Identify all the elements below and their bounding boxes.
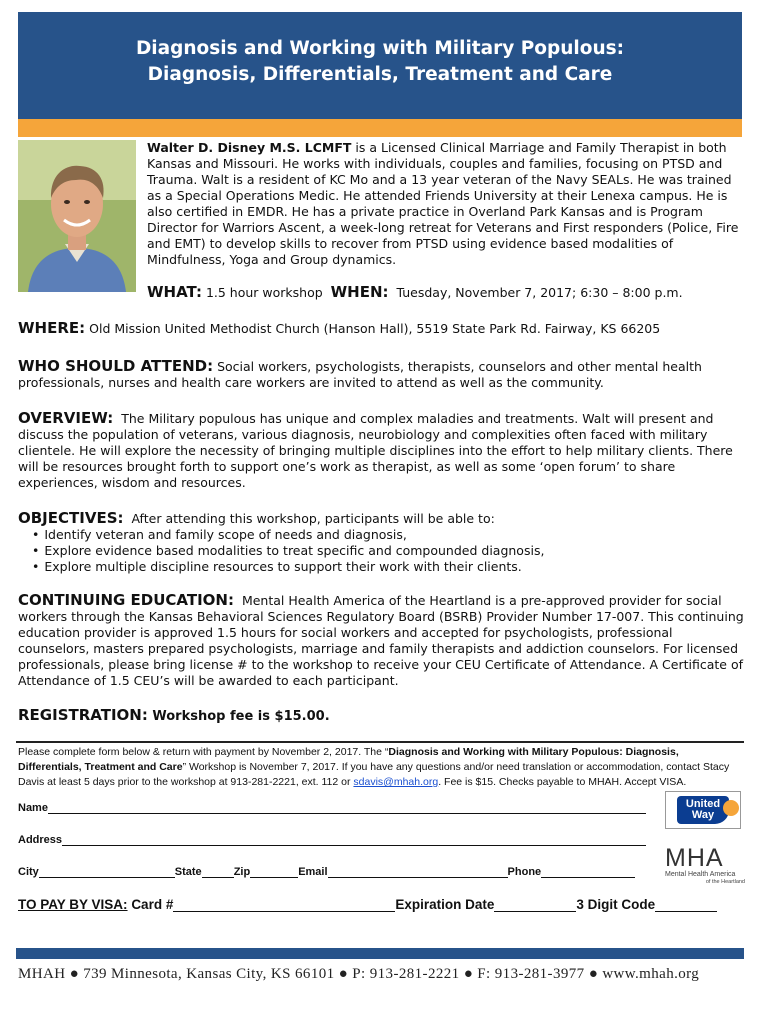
code-field[interactable] bbox=[655, 897, 717, 912]
who-should-attend bbox=[18, 358, 744, 391]
state-label: State bbox=[174, 866, 202, 878]
presenter-bio bbox=[147, 140, 747, 268]
footer-bar bbox=[16, 948, 744, 959]
phone-field[interactable] bbox=[541, 865, 635, 878]
mha-name: Mental Health America bbox=[665, 871, 736, 878]
email-label: Email bbox=[298, 866, 328, 878]
visa-row bbox=[18, 897, 717, 912]
presenter-name: Walter D. Disney M.S. LCMFT bbox=[147, 140, 352, 155]
where bbox=[18, 320, 744, 337]
city-field[interactable] bbox=[39, 865, 175, 878]
objectives-intro: After attending this workshop, participants will be able to: bbox=[131, 511, 495, 526]
title-line-2: Diagnosis, Differentials, Treatment and Care bbox=[147, 64, 613, 85]
where-value: Old Mission United Methodist Church (Hanson Hall), 5519 State Park Rd. Fairway, KS 66205 bbox=[89, 321, 661, 336]
zip-field[interactable] bbox=[250, 865, 298, 878]
presenter-photo bbox=[18, 140, 136, 292]
what-when bbox=[147, 284, 747, 301]
mha-sub: of the Heartland bbox=[705, 879, 745, 885]
city-row bbox=[18, 865, 635, 878]
title-banner bbox=[18, 12, 742, 119]
united-way-text-1: United bbox=[685, 798, 721, 810]
title-line-1: Diagnosis and Working with Military Populous: bbox=[135, 38, 625, 59]
instructions-text-3: . Fee is $15. Checks payable to MHAH. Accept VISA. bbox=[438, 776, 687, 788]
name-row bbox=[18, 801, 646, 814]
objectives-list bbox=[32, 527, 544, 575]
registration-fee: Workshop fee is $15.00. bbox=[152, 709, 330, 724]
code-label: 3 Digit Code bbox=[576, 897, 656, 912]
expiration-label: Expiration Date bbox=[395, 897, 495, 912]
name-label: Name bbox=[18, 802, 48, 814]
footer-contact: MHAH ● 739 Minnesota, Kansas City, KS 66101 ● P: 913-281-2221 ● F: 913-281-3977 ● www.mhah.org bbox=[18, 966, 700, 982]
visa-label: TO PAY BY VISA: bbox=[18, 897, 128, 912]
instructions-text-2: ” Workshop is November 7, 2017. If you have any questions and/or need translation or accommodation, contact Stacy Davis at least 5 days prior to the workshop at 913-281-2221, ext. 112 or bbox=[18, 761, 730, 788]
page-title bbox=[18, 12, 742, 88]
address-row bbox=[18, 833, 646, 846]
mha-mark: MHA bbox=[665, 844, 724, 872]
state-field[interactable] bbox=[202, 865, 234, 878]
instructions-text-1: Please complete form below & return with payment by November 2, 2017. The “ bbox=[18, 746, 389, 758]
address-label: Address bbox=[18, 834, 63, 846]
zip-label: Zip bbox=[233, 866, 251, 878]
when-value: Tuesday, November 7, 2017; 6:30 – 8:00 p.m. bbox=[396, 285, 683, 300]
contact-email-link[interactable]: sdavis@mhah.org bbox=[353, 776, 439, 788]
divider bbox=[16, 741, 744, 743]
list-item: • Identify veteran and family scope of needs and diagnosis, bbox=[32, 527, 544, 543]
united-way-text-2: Way bbox=[691, 809, 715, 821]
overview bbox=[18, 410, 744, 491]
list-item: • Explore evidence based modalities to treat specific and compounded diagnosis, bbox=[32, 543, 544, 559]
who-value: Social workers, psychologists, therapists, counselors and other mental health professionals, nurses and health care workers are invited to attend as well as the community. bbox=[18, 359, 702, 390]
accent-bar bbox=[18, 119, 742, 137]
registration-instructions bbox=[18, 745, 744, 790]
registration bbox=[18, 706, 330, 724]
email-field[interactable] bbox=[328, 865, 508, 878]
mha-logo bbox=[665, 846, 745, 886]
name-field[interactable] bbox=[48, 801, 646, 814]
who-label: WHO SHOULD ATTEND: bbox=[18, 357, 214, 375]
bio-text: is a Licensed Clinical Marriage and Family Therapist in both Kansas and Missouri. He works with individuals, couples and families, focusing on PTSD and Trauma. Walt is a resident of KC Mo and a 13 year veteran of the Navy SEALs. He was trained as a Special Operations Medic. He attended Friends University at their Lenexa campus. He is also certified in EMDR. He has a private practice in Overland Park Kansas and is Program Director for Warriors Ascent, a week-long retreat for Veterans and First responders (Police, Fire and EMT) to develop skills to recover from PTSD using evidence based modalities of Mindfulness, Yoga and Group dynamics. bbox=[147, 140, 739, 267]
what-value: 1.5 hour workshop bbox=[205, 285, 323, 300]
what-label: WHAT: bbox=[147, 283, 202, 301]
list-item: • Explore multiple discipline resources to support their work with their clients. bbox=[32, 559, 544, 575]
address-field[interactable] bbox=[62, 833, 646, 846]
registration-label: REGISTRATION: bbox=[18, 706, 148, 724]
continuing-education bbox=[18, 592, 744, 689]
overview-label: OVERVIEW: bbox=[18, 409, 114, 427]
objectives bbox=[18, 510, 744, 527]
expiration-field[interactable] bbox=[494, 897, 576, 912]
united-way-logo bbox=[665, 791, 741, 829]
overview-value: The Military populous has unique and complex maladies and treatments. Walt will present and discuss the population of veterans, various diagnosis, neurobiology and complexities often faced with military clientele. He will explore the necessity of bringing multiple disciplines into the effort to help military clients. There will be resources brought forth to support one’s work as therapist, as well as some ‘open forum’ to share experiences, wisdom and resources. bbox=[18, 411, 733, 490]
city-label: City bbox=[18, 866, 39, 878]
ce-value: Mental Health America of the Heartland is a pre-approved provider for social workers through the Kansas Behavioral Sciences Regulatory Board (BSRB) Provider Number 17-007. This continuing education provider is approved 1.5 hours for social workers and accepted for psychologists, professional counselors, masters prepared psychologists, marriage and family therapists and addiction counselors. For licensed professionals, please bring license # to the workshop to receive your CEU Certificate of Attendance. A Certificate of Attendance of 1.5 CEU’s will be awarded to each participant. bbox=[18, 593, 744, 688]
instructions-workshop-title: Diagnosis and Working with Military Populous: Diagnosis, Differentials, Treatment and Care bbox=[18, 746, 679, 773]
phone-label: Phone bbox=[507, 866, 542, 878]
when-label: WHEN: bbox=[330, 283, 389, 301]
card-field[interactable] bbox=[173, 897, 395, 912]
ce-label: CONTINUING EDUCATION: bbox=[18, 591, 234, 609]
card-label: Card # bbox=[131, 897, 174, 912]
where-label: WHERE: bbox=[18, 319, 86, 337]
united-way-hand-icon bbox=[677, 796, 729, 824]
objectives-label: OBJECTIVES: bbox=[18, 509, 124, 527]
sun-icon bbox=[723, 800, 739, 816]
